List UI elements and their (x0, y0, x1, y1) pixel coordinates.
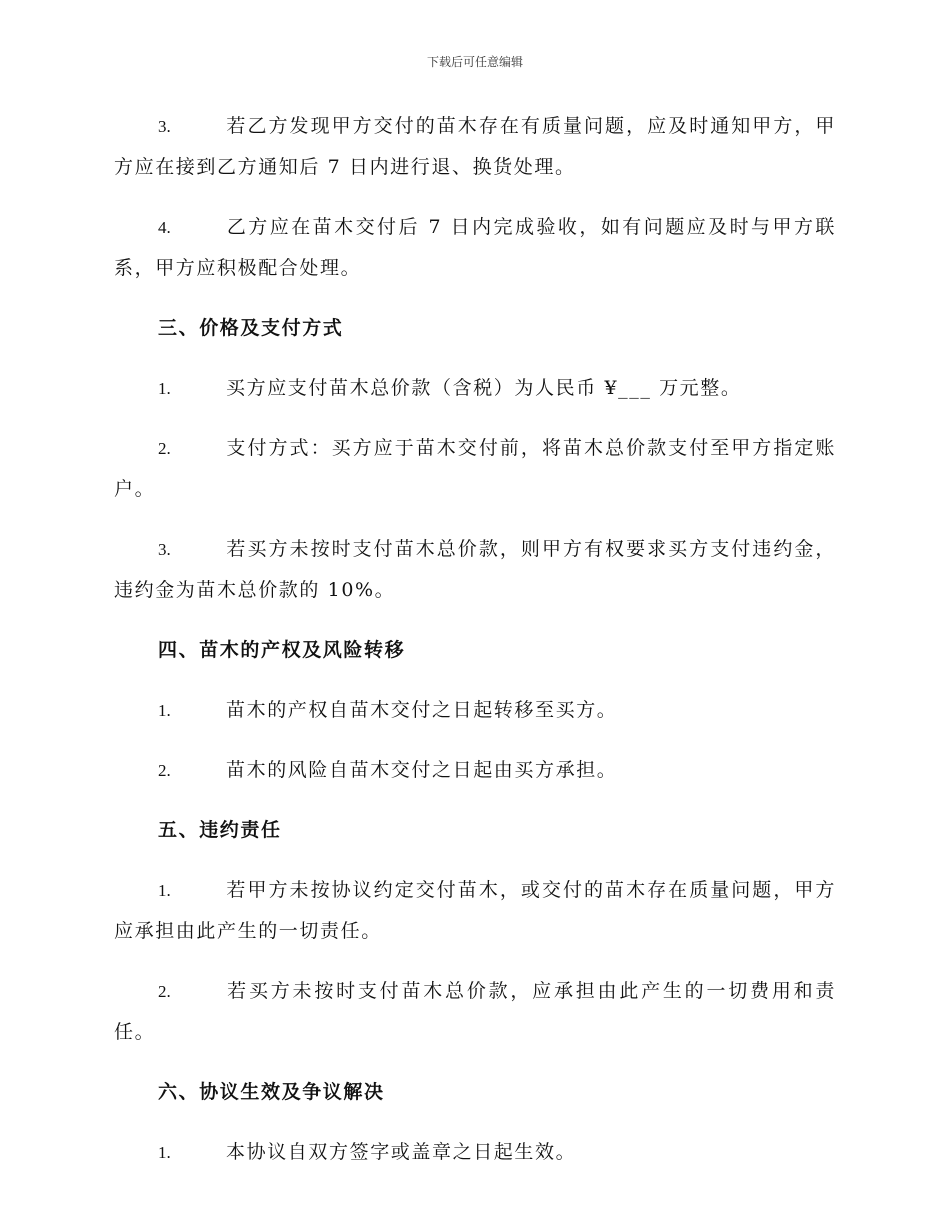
clause-number: 2. (158, 439, 171, 458)
section-heading-6: 六、协议生效及争议解决 (158, 1081, 385, 1103)
clause-number: 4. (158, 218, 171, 237)
clause-4-1 (114, 690, 836, 731)
clause-text: 本协议自双方签字或盖章之日起生效。 (226, 1141, 577, 1163)
clause-text: 若买方未按时支付苗木总价款，应承担由此产生的一切费用和责任。 (114, 980, 836, 1043)
clause-3-1 (114, 368, 836, 409)
clause-text: 若乙方发现甲方交付的苗木存在有质量问题，应及时通知甲方，甲方应在接到乙方通知后 7 日内进行退、换货处理。 (114, 115, 836, 178)
clause-5-2 (114, 971, 836, 1053)
clause-4-2 (114, 750, 836, 791)
clause-number: 2. (158, 761, 171, 780)
clause-number: 1. (158, 881, 171, 900)
clause-number: 1. (158, 379, 171, 398)
clause-number: 3. (158, 117, 171, 136)
section-heading-5: 五、违约责任 (158, 819, 282, 841)
section-heading-3: 三、价格及支付方式 (158, 317, 344, 339)
clause-number: 2. (158, 982, 171, 1001)
clause-6-1 (114, 1132, 836, 1173)
clause-text: 若甲方未按协议约定交付苗木，或交付的苗木存在质量问题，甲方应承担由此产生的一切责任。 (114, 879, 836, 942)
page-header: 下载后可任意编辑 (426, 55, 523, 69)
clause-text: 支付方式：买方应于苗木交付前，将苗木总价款支付至甲方指定账户。 (114, 437, 836, 500)
clause-number: 1. (158, 701, 171, 720)
clause-number: 1. (158, 1143, 171, 1162)
clause-3-3 (114, 529, 836, 611)
clause-text: 乙方应在苗木交付后 7 日内完成验收，如有问题应及时与甲方联系，甲方应积极配合处理。 (114, 216, 836, 279)
clause-2-4 (114, 207, 836, 289)
clause-text: 苗木的产权自苗木交付之日起转移至买方。 (226, 699, 618, 721)
clause-text: 苗木的风险自苗木交付之日起由买方承担。 (226, 759, 618, 781)
clause-5-1 (114, 870, 836, 952)
clause-3-2 (114, 428, 836, 510)
document-body (114, 106, 836, 1184)
clause-text: 买方应支付苗木总价款（含税）为人民币 ¥___ 万元整。 (226, 377, 742, 399)
section-heading-4: 四、苗木的产权及风险转移 (158, 639, 406, 661)
clause-2-3 (114, 106, 836, 188)
clause-text: 若买方未按时支付苗木总价款，则甲方有权要求买方支付违约金，违约金为苗木总价款的 10%。 (114, 538, 836, 601)
clause-number: 3. (158, 540, 171, 559)
